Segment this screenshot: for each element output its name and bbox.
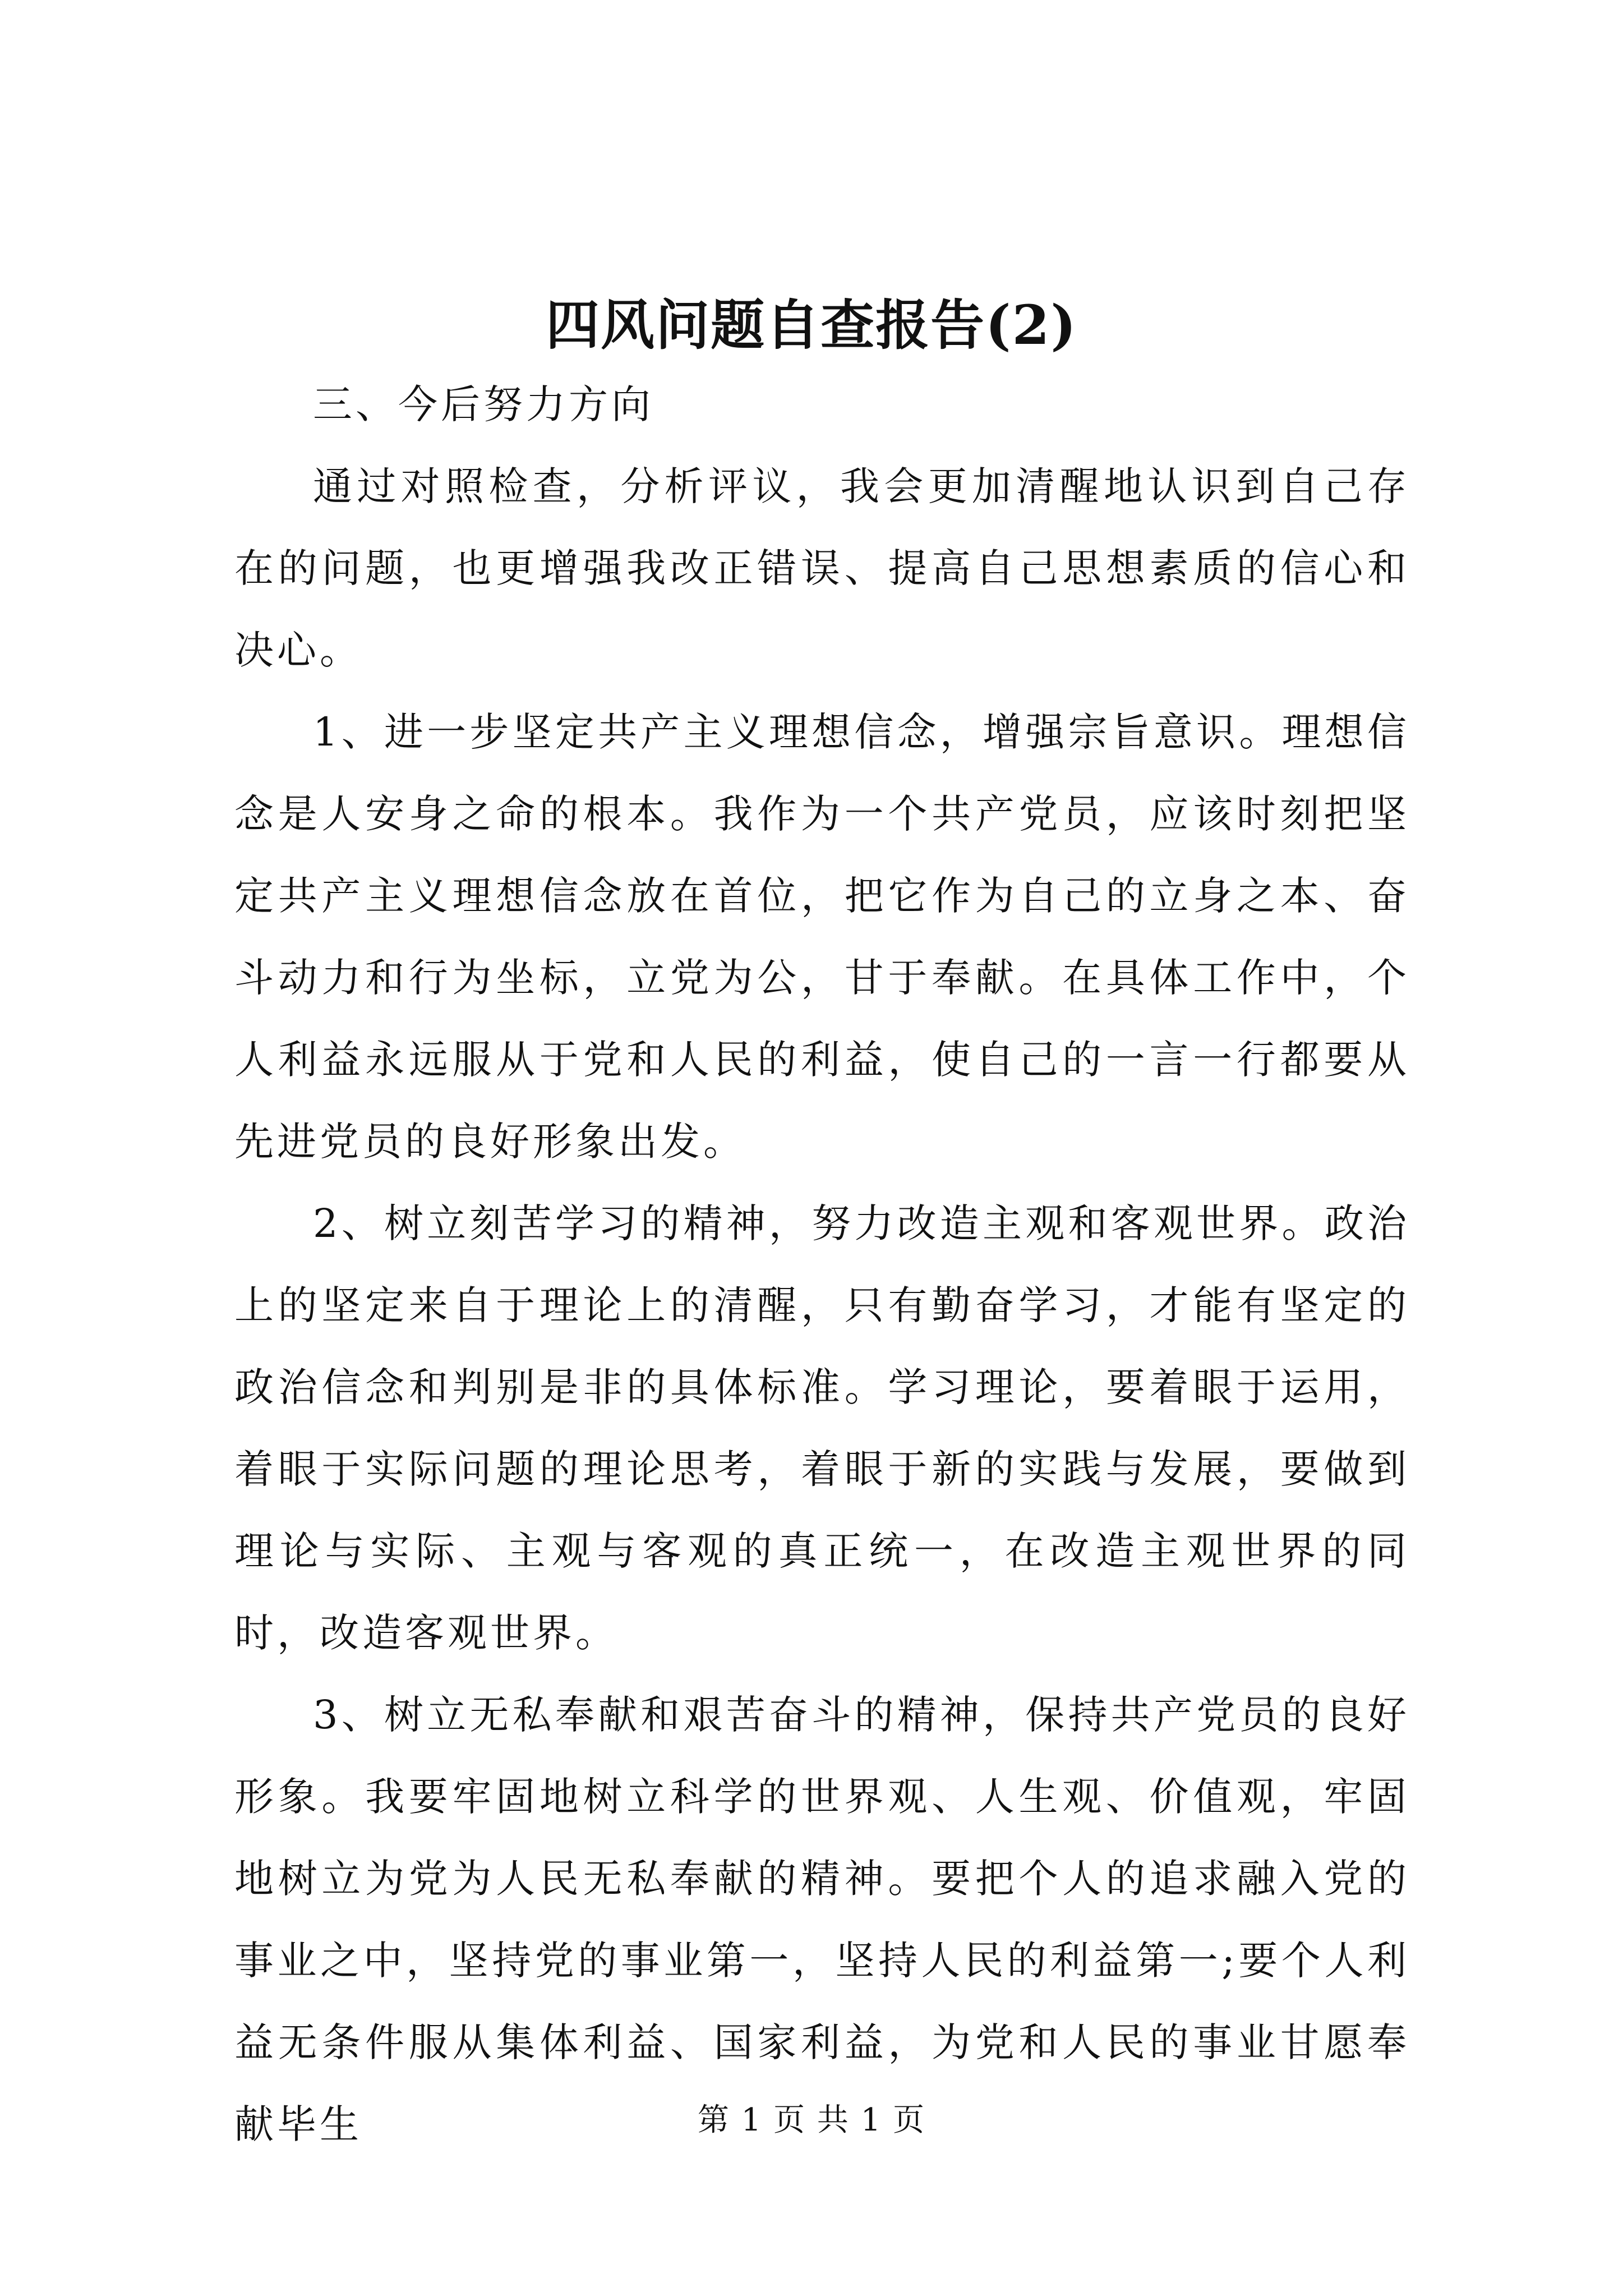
document-title: 四风问题自查报告(2) — [546, 293, 1077, 357]
paragraph-point-3: 3、树立无私奉献和艰苦奋斗的精神，保持共产党员的良好形象。我要牢固地树立科学的世界观、人生观、价值观，牢固地树立为党为人民无私奉献的精神。要把个人的追求融入党的事业之中，坚持党的事业第一，坚持人民的利益第一;要个人利益无条件服从集体利益、国家利益，为党和人民的事业甘愿奉献毕生 — [234, 1692, 1410, 2147]
document-body — [234, 364, 1410, 2165]
paragraph-intro: 通过对照检查，分析评议，我会更加清醒地认识到自己存在的问题，也更增强我改正错误、提高自己思想素质的信心和决心。 — [234, 463, 1410, 673]
section-heading: 三、今后努力方向 — [313, 381, 654, 427]
paragraph-point-2: 2、树立刻苦学习的精神，努力改造主观和客观世界。政治上的坚定来自于理论上的清醒，只有勤奋学习，才能有坚定的政治信念和判别是非的具体标准。学习理论，要着眼于运用，着眼于实际问题的理论思考，着眼于新的实践与发展，要做到理论与实际、主观与客观的真正统一，在改造主观世界的同时，改造客观世界。 — [234, 1200, 1410, 1656]
page-footer: 第 1 页 共 1 页 — [697, 2102, 926, 2138]
paragraph-point-1: 1、进一步坚定共产主义理想信念，增强宗旨意识。理想信念是人安身之命的根本。我作为一个共产党员，应该时刻把坚定共产主义理想信念放在首位，把它作为自己的立身之本、奋斗动力和行为坐标，立党为公，甘于奉献。在具体工作中，个人利益永远服从于党和人民的利益，使自己的一言一行都要从先进党员的良好形象出发。 — [234, 709, 1410, 1165]
